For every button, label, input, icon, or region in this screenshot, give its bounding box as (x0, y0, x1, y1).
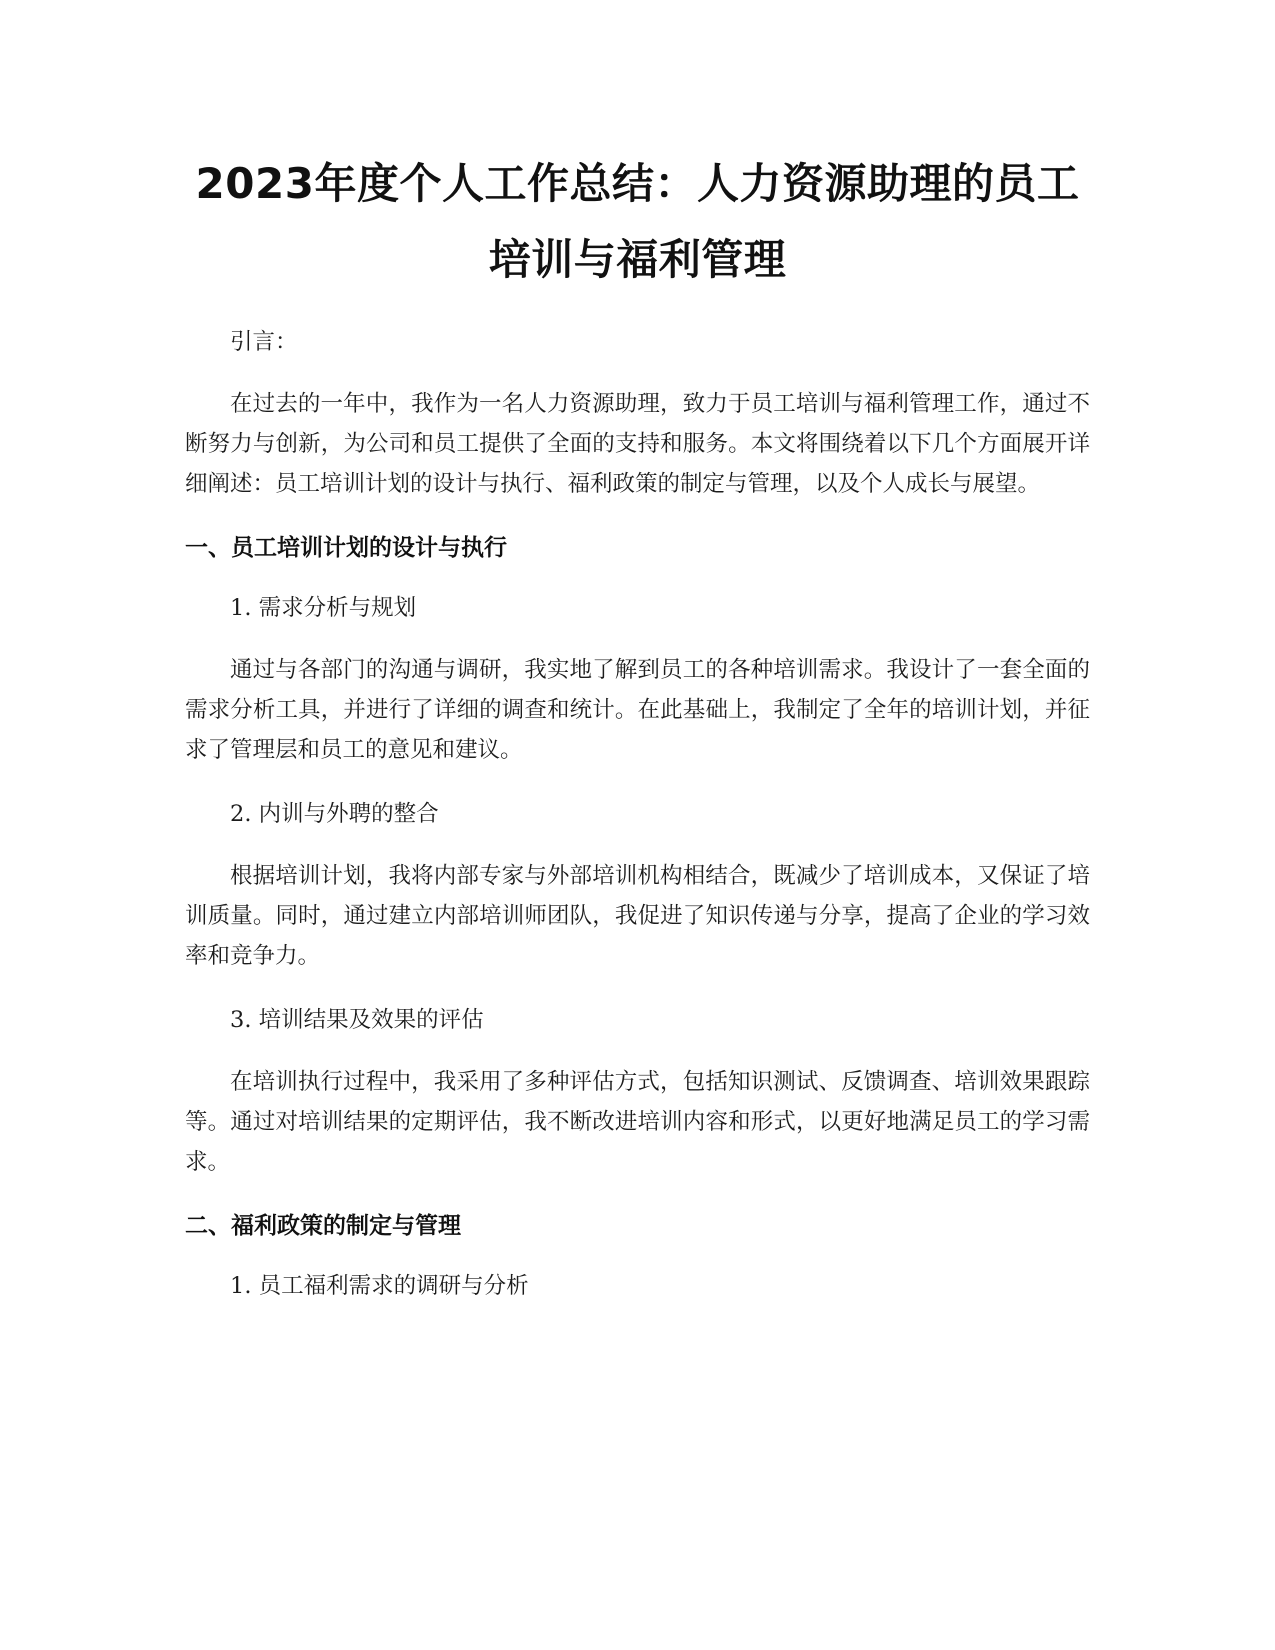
subheading-internal-external: 2. 内训与外聘的整合 (230, 801, 439, 827)
document-title: 2023年度个人工作总结：人力资源助理的员工培训与福利管理 (195, 159, 1080, 284)
section-heading-welfare: 二、福利政策的制定与管理 (185, 1213, 461, 1239)
intro-label: 引言： (230, 329, 298, 355)
subheading-evaluation: 3. 培训结果及效果的评估 (230, 1007, 484, 1033)
paragraph-evaluation: 在培训执行过程中，我采用了多种评估方式，包括知识测试、反馈调查、培训效果跟踪等。通过对培训结果的定期评估，我不断改进培训内容和形式，以更好地满足员工的学习需求。 (185, 1069, 1090, 1175)
section-heading-training: 一、员工培训计划的设计与执行 (185, 535, 507, 561)
paragraph-needs-analysis: 通过与各部门的沟通与调研，我实地了解到员工的各种培训需求。我设计了一套全面的需求分析工具，并进行了详细的调查和统计。在此基础上，我制定了全年的培训计划，并征求了管理层和员工的意见和建议。 (185, 657, 1090, 763)
paragraph-internal-external: 根据培训计划，我将内部专家与外部培训机构相结合，既减少了培训成本，又保证了培训质量。同时，通过建立内部培训师团队，我促进了知识传递与分享，提高了企业的学习效率和竞争力。 (185, 863, 1090, 969)
intro-paragraph: 在过去的一年中，我作为一名人力资源助理，致力于员工培训与福利管理工作，通过不断努力与创新，为公司和员工提供了全面的支持和服务。本文将围绕着以下几个方面展开详细阐述：员工培训计划的设计与执行、福利政策的制定与管理，以及个人成长与展望。 (185, 391, 1090, 497)
subheading-welfare-research: 1. 员工福利需求的调研与分析 (230, 1273, 529, 1299)
subheading-needs-analysis: 1. 需求分析与规划 (230, 595, 417, 621)
document-body (185, 322, 1090, 1306)
